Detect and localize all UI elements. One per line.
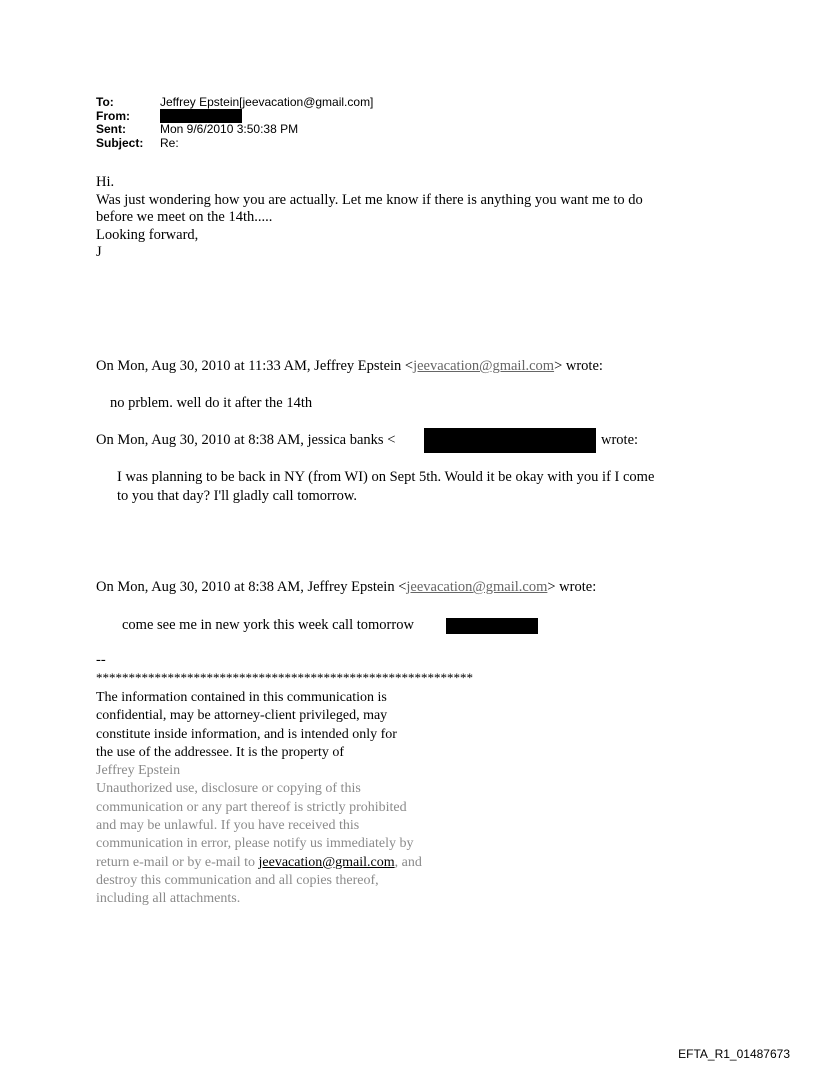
document-id: EFTA_R1_01487673	[678, 1047, 790, 1061]
quote1-attribution	[96, 358, 603, 376]
return-prefix: return e-mail or by e-mail to	[96, 854, 259, 870]
body-line: Looking forward,	[96, 226, 199, 243]
disclaimer-line: communication in error, please notify us immediately by	[96, 836, 414, 852]
to-row	[96, 96, 373, 110]
return-suffix: , and	[394, 854, 422, 870]
quote2-line2: to you that day? I'll gladly call tomorrow.	[117, 488, 358, 504]
sent-label: Sent:	[96, 122, 126, 136]
quote1-email-link[interactable]: jeevacation@gmail.com	[413, 358, 555, 374]
disclaimer-line: constitute inside information, and is intended only for	[96, 726, 397, 742]
subject-label: Subject:	[96, 135, 144, 150]
quote1-text: no prblem. well do it after the 14th	[110, 395, 313, 411]
sent-row	[96, 123, 373, 137]
quote2-suffix: wrote:	[601, 432, 639, 448]
quote3-suffix: > wrote:	[547, 579, 597, 595]
disclaimer	[96, 689, 476, 909]
sent-value: Mon 9/6/2010 3:50:38 PM	[160, 122, 299, 136]
signature-dashes: --	[96, 652, 106, 668]
quote3-prefix: On Mon, Aug 30, 2010 at 8:38 AM, Jeffrey Epstein <	[96, 579, 407, 595]
disclaimer-line: the use of the addressee. It is the property of	[96, 744, 345, 760]
quote2-line1: I was planning to be back in NY (from WI) on Sept 5th. Would it be okay with you if I come	[117, 469, 655, 485]
disclaimer-line: confidential, may be attorney-client privileged, may	[96, 708, 388, 724]
quote2-email-redaction	[424, 428, 596, 453]
quote3-email-link[interactable]: jeevacation@gmail.com	[406, 579, 548, 595]
quote1-suffix: > wrote:	[554, 358, 603, 374]
disclaimer-line: communication or any part thereof is strictly prohibited	[96, 799, 407, 815]
quote3-attribution	[96, 579, 596, 597]
to-value: Jeffrey Epstein[jeevacation@gmail.com]	[160, 95, 374, 109]
quote1-prefix: On Mon, Aug 30, 2010 at 11:33 AM, Jeffrey Epstein <	[96, 358, 414, 374]
disclaimer-line: The information contained in this communication is	[96, 690, 387, 705]
disclaimer-line: Unauthorized use, disclosure or copying of this	[96, 781, 361, 797]
quote2-prefix: On Mon, Aug 30, 2010 at 8:38 AM, jessica banks <	[96, 432, 396, 448]
quote3-redaction	[446, 618, 538, 634]
from-label: From:	[96, 108, 130, 123]
quote3-text: come see me in new york this week call tomorrow	[122, 617, 414, 633]
signature-stars: **********************************************************	[96, 670, 473, 685]
to-label: To:	[96, 95, 114, 109]
email-header	[96, 96, 373, 150]
disclaimer-line: destroy this communication and all copies thereof,	[96, 872, 379, 888]
disclaimer-email-link[interactable]: jeevacation@gmail.com	[258, 854, 395, 870]
disclaimer-line: Jeffrey Epstein	[96, 763, 181, 779]
disclaimer-line: and may be unlawful. If you have received this	[96, 818, 360, 834]
body-line: J	[96, 244, 102, 260]
subject-value: Re:	[160, 135, 179, 150]
disclaimer-return-line	[96, 854, 476, 872]
body-line: before we meet on the 14th.....	[96, 209, 273, 225]
quote2-attribution	[96, 432, 395, 450]
from-redaction	[160, 109, 242, 123]
body-line: Hi.	[96, 174, 115, 190]
from-row	[96, 110, 373, 124]
message-body	[96, 174, 643, 262]
subject-row	[96, 137, 373, 151]
disclaimer-line: including all attachments.	[96, 891, 241, 907]
body-line: Was just wondering how you are actually. Let me know if there is anything you want me to do	[96, 191, 643, 208]
